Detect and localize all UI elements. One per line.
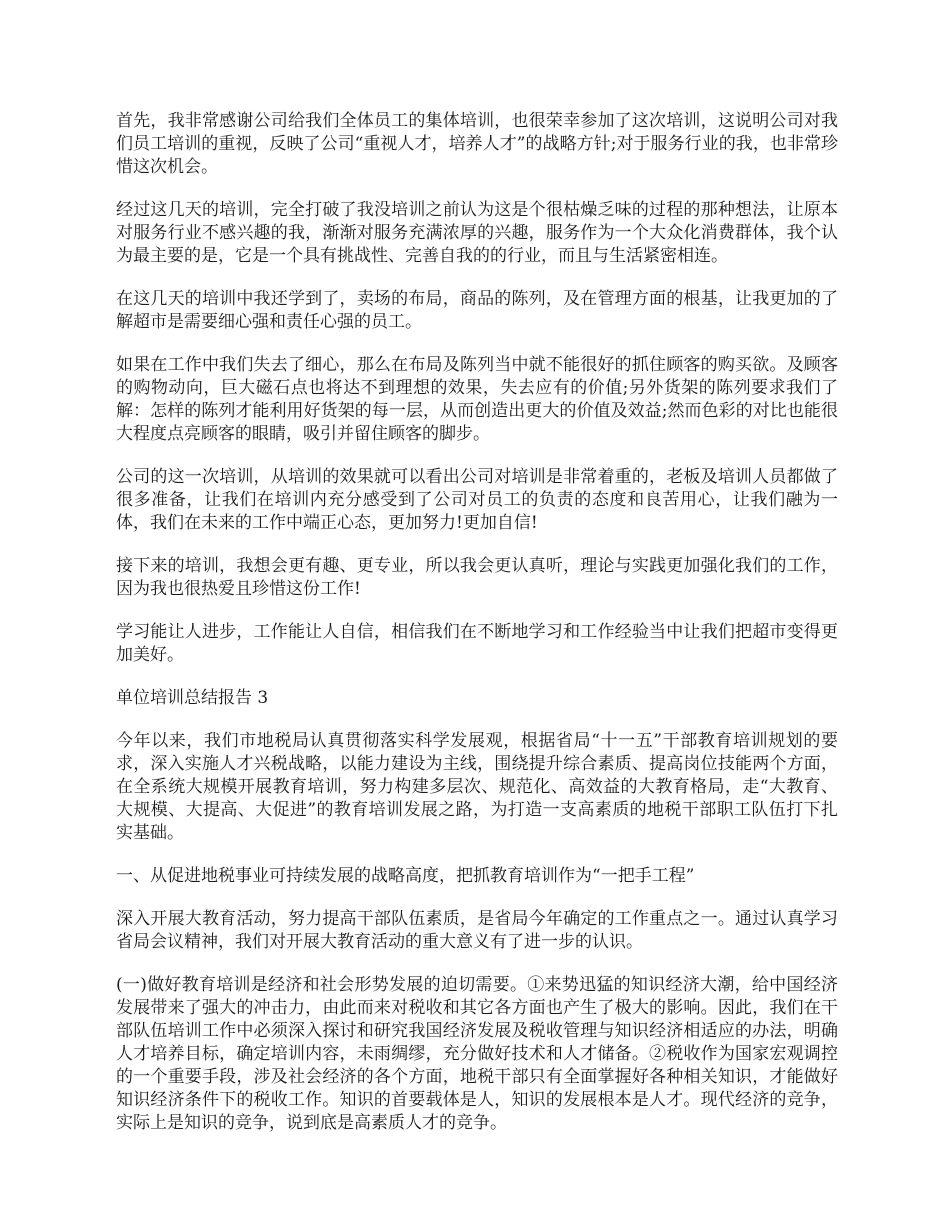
paragraph-learning-progress: 学习能让人进步，工作能让人自信，相信我们在不断地学习和工作经验当中让我们把超市变得更加美好。 <box>116 622 838 665</box>
paragraph-training-impression: 经过这几天的培训，完全打破了我没培训之前认为这是个很枯燥乏味的过程的那种想法，让原本对服务行业不感兴趣的我，渐渐对服务充满浓厚的兴趣，服务作为一个大众化消费群体，我个认为最主要的是，它是一个具有挑战性、完善自我的的行业，而且与生活紧密相连。 <box>116 200 838 266</box>
paragraph-gratitude: 首先，我非常感谢公司给我们全体员工的集体培训，也很荣幸参加了这次培训，这说明公司对我们员工培训的重视，反映了公司“重视人才，培养人才”的战略方针;对于服务行业的我，也非常珍惜这次机会。 <box>116 111 838 177</box>
paragraph-store-layout: 在这几天的培训中我还学到了，卖场的布局，商品的陈列，及在管理方面的根基，让我更加的了解超市是需要细心强和责任心强的员工。 <box>116 289 838 332</box>
paragraph-display-details: 如果在工作中我们失去了细心，那么在布局及陈列当中就不能很好的抓住顾客的购买欲。及顾客的购物动向，巨大磁石点也将达不到理想的效果，失去应有的价值;另外货架的陈列要求我们了解：怎样的陈列才能利用好货架的每一层，从而创造出更大的价值及效益;然而色彩的对比也能很大程度点亮顾客的眼睛，吸引并留住顾客的脚步。 <box>116 355 838 444</box>
paragraph-company-effort: 公司的这一次培训，从培训的效果就可以看出公司对培训是非常着重的，老板及培训人员都做了很多准备，让我们在培训内充分感受到了公司对员工的负责的态度和良苦用心，让我们融为一体，我们在未来的工作中端正心态，更加努力!更加自信! <box>116 467 838 533</box>
section-heading-strategy: 一、从促进地税事业可持续发展的战略高度，把抓教育培训作为“一把手工程” <box>116 866 695 886</box>
paragraph-economic-need: (一)做好教育培训是经济和社会形势发展的迫切需要。①来势迅猛的知识经济大潮，给中国经济发展带来了强大的冲击力，由此而来对税收和其它各方面也产生了极大的影响。因此，我们在干部队伍培训工作中必须深入探讨和研究我国经济发展及税收管理与知识经济相适应的办法，明确人才培养目标，确定培训内容，未雨绸缪，充分做好技术和人才储备。②税收作为国家宏观调控的一个重要手段，涉及社会经济的各个方面，地税干部只有全面掌握好各种相关知识，才能做好知识经济条件下的税收工作。知识的首要载体是人，知识的发展根本是人才。现代经济的竞争，实际上是知识的竞争，说到底是高素质人才的竞争。 <box>116 975 838 1133</box>
section-title-report-3: 单位培训总结报告 3 <box>116 688 269 708</box>
document-body <box>116 110 838 1155</box>
paragraph-education-activity: 深入开展大教育活动，努力提高干部队伍素质，是省局今年确定的工作重点之一。通过认真学习省局会议精神，我们对开展大教育活动的重大意义有了进一步的认识。 <box>116 909 838 952</box>
paragraph-future-training: 接下来的培训，我想会更有趣、更专业，所以我会更认真听，理论与实践更加强化我们的工作，因为我也很热爱且珍惜这份工作! <box>116 556 838 599</box>
paragraph-report-intro: 今年以来，我们市地税局认真贯彻落实科学发展观，根据省局“十一五”干部教育培训规划的要求，深入实施人才兴税战略，以能力建设为主线，围绕提升综合素质、提高岗位技能两个方面，在全系统大规模开展教育培训，努力构建多层次、规范化、高效益的大教育格局，走“大教育、大规模、大提高、大促进”的教育培训发展之路，为打造一支高素质的地税干部职工队伍打下扎实基础。 <box>116 731 838 843</box>
